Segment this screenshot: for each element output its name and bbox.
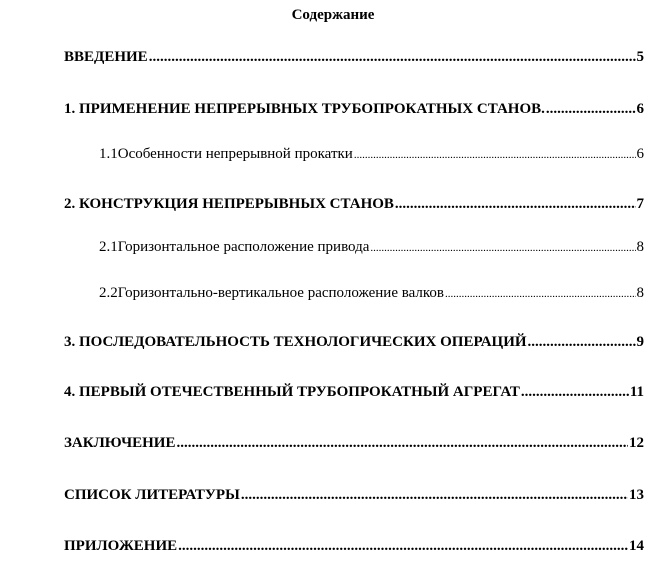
toc-entry-text: ВВЕДЕНИЕ	[64, 49, 148, 65]
toc-dot-leader	[354, 146, 636, 163]
toc-page-number: 8	[636, 239, 644, 255]
toc-page-number: 12	[629, 435, 644, 451]
toc-entry-introduction[interactable]	[64, 49, 644, 66]
toc-page-number: 13	[629, 487, 644, 503]
toc-page-number: 7	[636, 196, 644, 212]
toc-page-number: 6	[636, 101, 644, 117]
toc-dot-leader	[178, 538, 628, 555]
toc-entry-text: ЗАКЛЮЧЕНИЕ	[64, 435, 176, 451]
toc-dot-leader	[521, 384, 629, 401]
toc-section-number: 2.1	[99, 239, 118, 255]
toc-page-number: 9	[636, 334, 644, 350]
toc-entry-references[interactable]	[64, 487, 644, 504]
toc-entry-text: 1. ПРИМЕНЕНИЕ НЕПРЕРЫВНЫХ ТРУБОПРОКАТНЫХ СТАНОВ.	[64, 101, 545, 117]
toc-dot-leader	[241, 487, 628, 504]
toc-dot-leader	[528, 334, 636, 351]
toc-entry-chapter-3[interactable]	[64, 334, 644, 351]
toc-entry-text: СПИСОК ЛИТЕРАТУРЫ	[64, 487, 240, 503]
toc-section-number: 1.1	[99, 146, 118, 162]
toc-dot-leader	[546, 101, 636, 118]
toc-entry-text: Горизонтально-вертикальное расположение валков	[117, 285, 445, 301]
toc-page-number: 8	[636, 285, 644, 301]
toc-entry-text: ПРИЛОЖЕНИЕ	[64, 538, 178, 554]
toc-dot-leader	[149, 49, 636, 66]
toc-entry-chapter-4[interactable]	[64, 384, 644, 401]
toc-entry-text: 2. КОНСТРУКЦИЯ НЕПРЕРЫВНЫХ СТАНОВ	[64, 196, 394, 212]
toc-entry-conclusion[interactable]	[64, 435, 644, 452]
toc-page-number: 5	[636, 49, 644, 65]
toc-dot-leader	[176, 435, 628, 452]
toc-page-number: 14	[629, 538, 644, 554]
toc-page-number: 11	[629, 384, 644, 400]
toc-dot-leader	[445, 285, 635, 302]
toc-entry-section-2-1[interactable]	[99, 239, 644, 256]
toc-entry-chapter-2[interactable]	[64, 196, 644, 213]
toc-entry-section-1-1[interactable]	[99, 146, 644, 163]
toc-page-number: 6	[636, 146, 644, 162]
toc-entry-text: 4. ПЕРВЫЙ ОТЕЧЕСТВЕННЫЙ ТРУБОПРОКАТНЫЙ АГРЕГАТ	[64, 384, 520, 400]
toc-entry-appendix[interactable]	[64, 538, 644, 555]
toc-title: Содержание	[291, 7, 375, 23]
toc-dot-leader	[370, 239, 635, 256]
toc-entry-chapter-1[interactable]	[64, 101, 644, 118]
toc-entry-text: Горизонтальное расположение привода	[117, 239, 370, 255]
toc-entry-text: 3. ПОСЛЕДОВАТЕЛЬНОСТЬ ТЕХНОЛОГИЧЕСКИХ ОПЕРАЦИЙ	[64, 334, 527, 350]
toc-dot-leader	[395, 196, 636, 213]
toc-entry-text: Особенности непрерывной прокатки	[117, 146, 353, 162]
toc-section-number: 2.2	[99, 285, 118, 301]
toc-entry-section-2-2[interactable]	[99, 285, 644, 302]
